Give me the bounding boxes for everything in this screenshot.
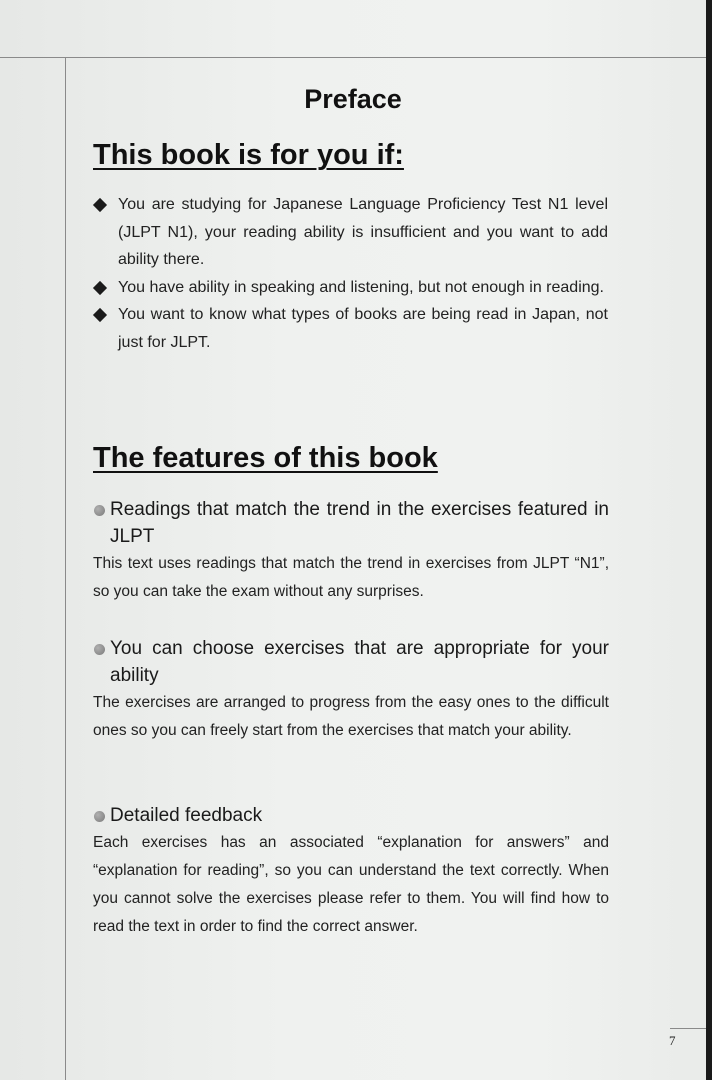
feature-title-text: Readings that match the trend in the exercises featured in JLPT: [110, 499, 609, 547]
page-edge-shadow: [706, 0, 712, 1080]
diamond-bullet-icon: [93, 308, 107, 322]
for-you-list: [93, 191, 608, 356]
diamond-bullet-icon: [93, 280, 107, 294]
feature-block: [93, 802, 609, 941]
page-number: 7: [669, 1033, 676, 1048]
feature-title: [93, 802, 609, 829]
feature-title: [93, 496, 609, 550]
section-heading-for-you: This book is for you if:: [93, 139, 404, 171]
feature-block: [93, 496, 609, 606]
list-item-text: You are studying for Japanese Language Proficiency Test N1 level (JLPT N1), your reading ability is insufficient and you want to add ability there.: [118, 196, 608, 268]
page-title: Preface: [304, 84, 402, 114]
section-heading-features: The features of this book: [93, 442, 438, 474]
list-item-text: You have ability in speaking and listening, but not enough in reading.: [118, 278, 604, 296]
page-number-rule: [670, 1028, 706, 1029]
list-item: [93, 274, 608, 302]
top-rule: [0, 57, 706, 58]
feature-title-text: You can choose exercises that are appropriate for your ability: [110, 638, 609, 686]
list-item-text: You want to know what types of books are being read in Japan, not just for JLPT.: [118, 306, 608, 351]
circle-bullet-icon: [94, 505, 105, 516]
feature-body: Each exercises has an associated “explanation for answers” and “explanation for reading”, so you can understand the text correctly. When you cannot solve the exercises please refer to them. You will find how to read the text in order to find the correct answer.: [93, 834, 609, 935]
diamond-bullet-icon: [93, 198, 107, 212]
circle-bullet-icon: [94, 644, 105, 655]
feature-body: This text uses readings that match the trend in exercises from JLPT “N1”, so you can take the exam without any surprises.: [93, 555, 609, 600]
left-margin-rule: [65, 57, 66, 1080]
circle-bullet-icon: [94, 811, 105, 822]
feature-title-text: Detailed feedback: [110, 805, 263, 826]
feature-title: [93, 635, 609, 689]
list-item: [93, 191, 608, 274]
feature-block: [93, 635, 609, 745]
list-item: [93, 301, 608, 356]
feature-body: The exercises are arranged to progress from the easy ones to the difficult ones so you can freely start from the exercises that match your ability.: [93, 694, 609, 739]
